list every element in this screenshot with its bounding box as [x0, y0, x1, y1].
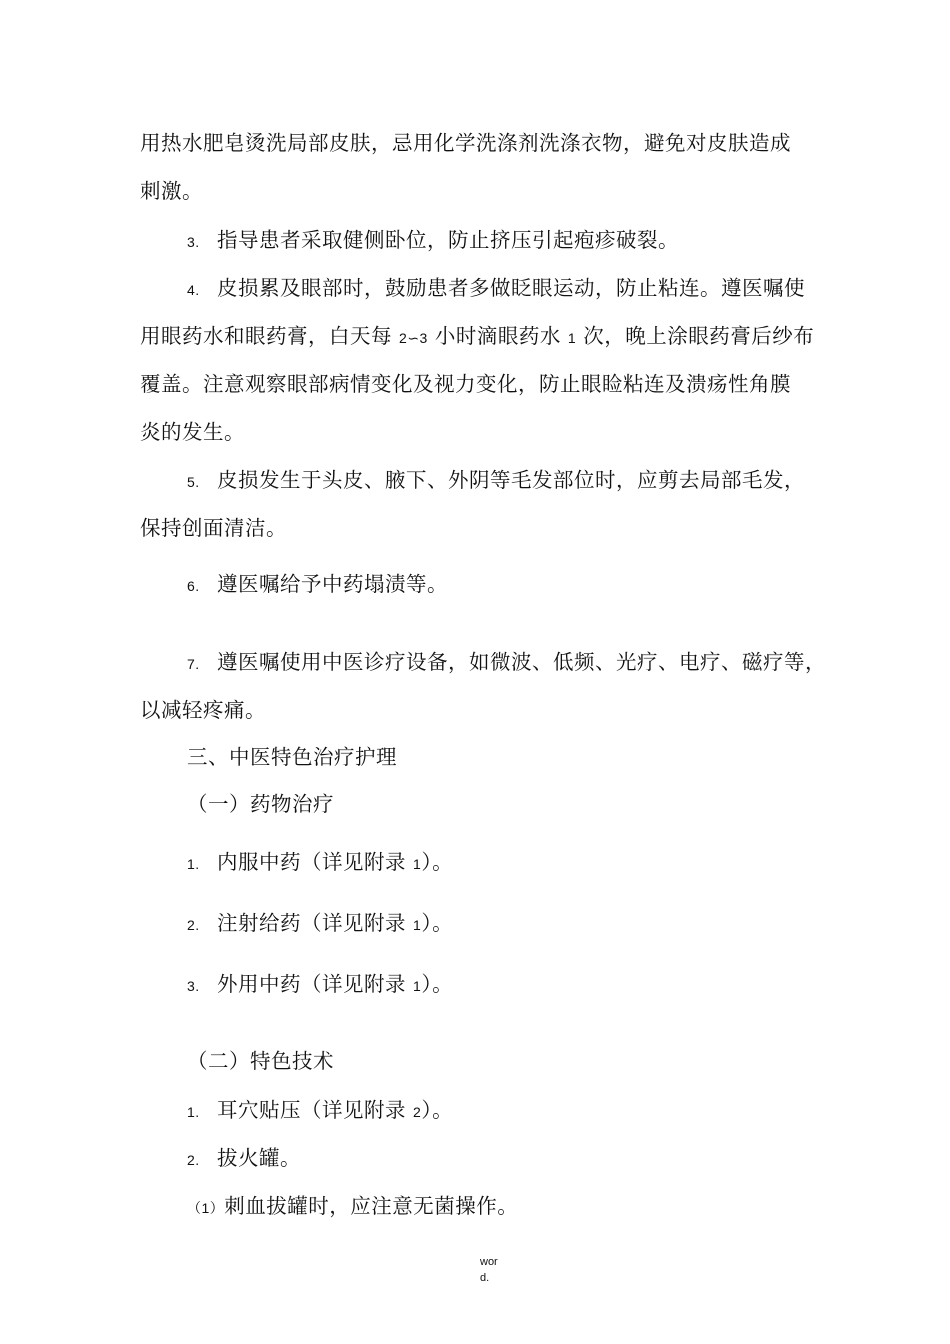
list-item — [187, 466, 805, 496]
item-text: 皮损累及眼部时，鼓励患者多做眨眼运动，防止粘连。遵医嘱使 — [217, 276, 805, 300]
item-number: 3. — [187, 234, 200, 250]
item-number: （1） — [187, 1200, 225, 1216]
page-footer — [480, 1254, 520, 1286]
paragraph-line: 保持创面清洁。 — [140, 516, 287, 540]
list-item — [187, 274, 805, 304]
item-text: 遵医嘱给予中药塌渍等。 — [217, 572, 448, 596]
paragraph-line: 刺激。 — [140, 179, 203, 203]
item-number: 7. — [187, 656, 200, 672]
item-number: 6. — [187, 578, 200, 594]
item-number: 4. — [187, 282, 200, 298]
paragraph-line: 用热水肥皂烫洗局部皮肤，忌用化学洗涤剂洗涤衣物，避免对皮肤造成 — [140, 131, 791, 155]
list-item: 1. 耳穴贴压（详见附录 2）。 — [187, 1096, 453, 1126]
footer-line: d. — [480, 1272, 490, 1284]
item-text: 皮损发生于头皮、腋下、外阴等毛发部位时，应剪去局部毛发， — [217, 468, 805, 492]
item-number: 5. — [187, 474, 200, 490]
item-number: 1. — [187, 1104, 200, 1120]
item-text: 刺血拔罐时，应注意无菌操作。 — [224, 1194, 519, 1218]
item-text: 指导患者采取健侧卧位，防止挤压引起疱疹破裂。 — [217, 228, 679, 252]
list-item — [187, 648, 826, 678]
item-text: 拔火罐。 — [217, 1146, 301, 1170]
item-number: 1. — [187, 856, 200, 872]
item-text: 遵医嘱使用中医诊疗设备，如微波、低频、光疗、电疗、磁疗等， — [217, 650, 826, 674]
list-item: 3. 外用中药（详见附录 1）。 — [187, 970, 453, 1000]
list-item — [187, 226, 679, 256]
list-item — [187, 1144, 301, 1174]
paragraph-line: 用眼药水和眼药膏，白天每 2∽3 小时滴眼药水 1 次，晚上涂眼药膏后纱布 — [140, 324, 815, 348]
item-number: 2. — [187, 1152, 200, 1168]
subsection-heading: （二）特色技术 — [187, 1049, 334, 1073]
paragraph-line: 覆盖。注意观察眼部病情变化及视力变化，防止眼睑粘连及溃疡性角膜 — [140, 372, 791, 396]
list-item — [187, 570, 448, 600]
paragraph-line: 以减轻疼痛。 — [140, 698, 266, 722]
list-item — [187, 1192, 518, 1222]
list-item: 2. 注射给药（详见附录 1）。 — [187, 909, 453, 939]
subsection-heading: （一）药物治疗 — [187, 792, 334, 816]
item-number: 2. — [187, 917, 200, 933]
item-number: 3. — [187, 978, 200, 994]
footer-line: wor — [480, 1256, 498, 1268]
paragraph-line: 炎的发生。 — [140, 420, 245, 444]
list-item: 1. 内服中药（详见附录 1）。 — [187, 848, 453, 878]
section-heading: 三、中医特色治疗护理 — [187, 745, 397, 769]
